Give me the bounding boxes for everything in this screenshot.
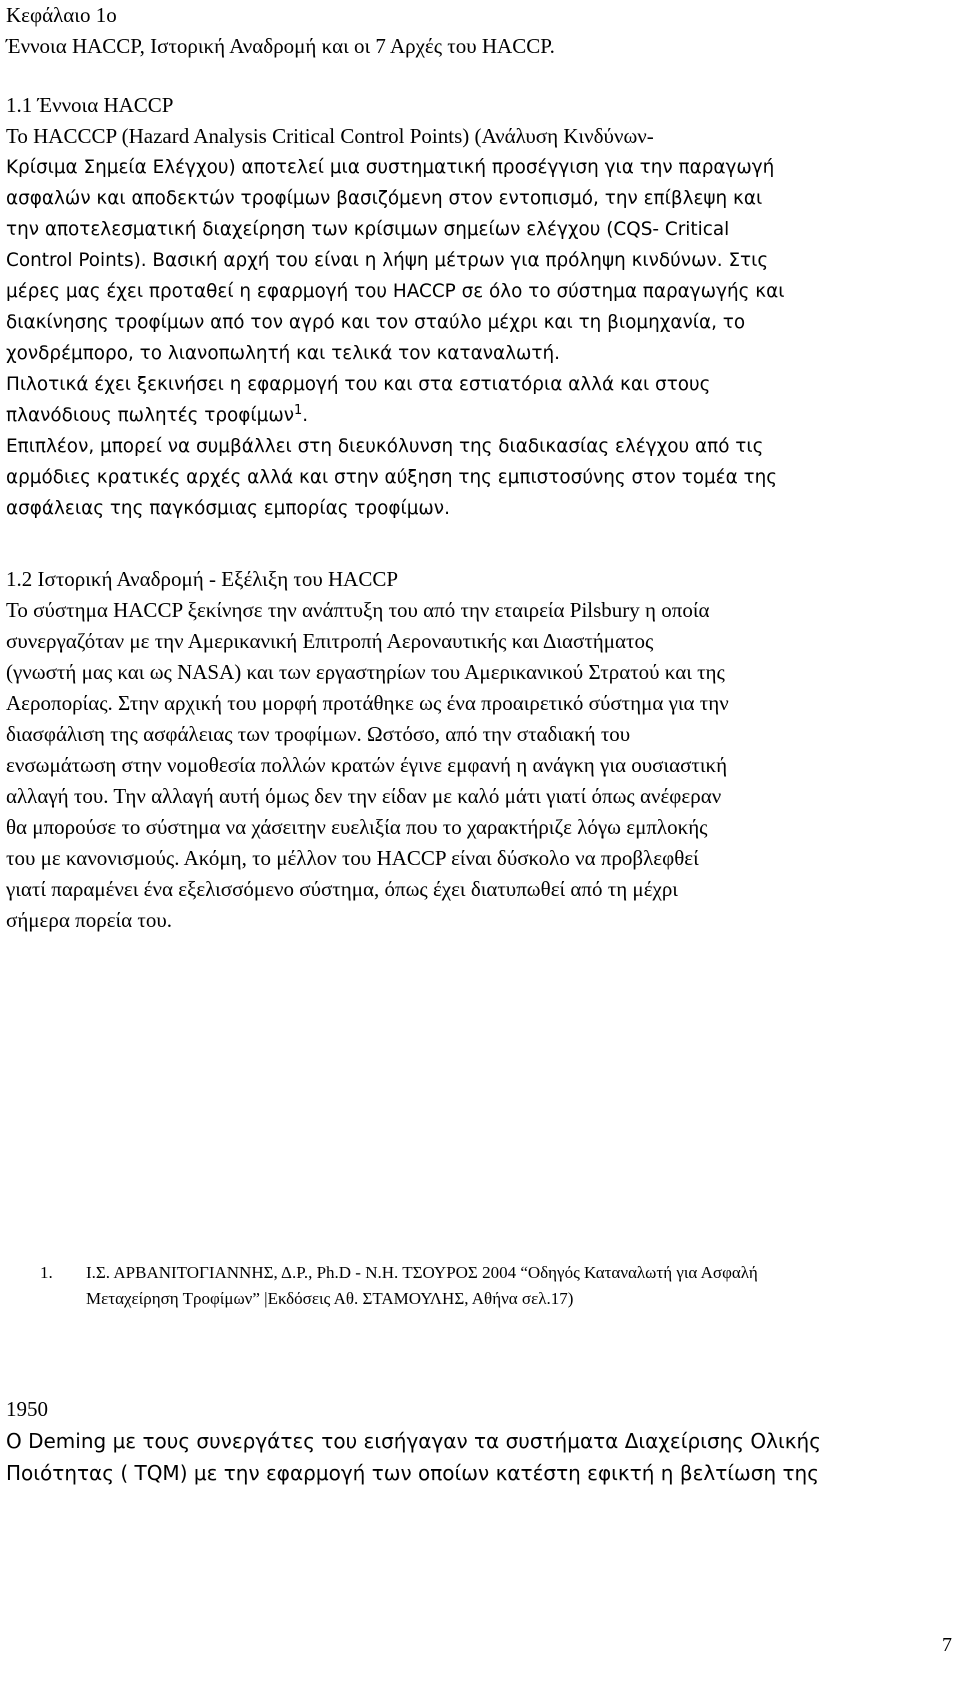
year-heading: 1950 <box>6 1397 48 1421</box>
section-1 <box>6 90 951 524</box>
section-1-line: ασφαλών και αποδεκτών τροφίμων βασιζόμενη στον εντοπισμό, την επίβλεψη και <box>6 188 763 209</box>
section-2-line: σήμερα πορεία του. <box>6 908 173 932</box>
section-1-line: μέρες μας έχει προταθεί η εφαρμογή του HACCP σε όλο το σύστημα παραγωγής και <box>6 281 785 302</box>
deming-block <box>6 1394 951 1489</box>
section-1-line: την αποτελεσματική διαχείρηση των κρίσιμων σημείων ελέγχου (CQS- Critical <box>6 219 730 240</box>
footnote-line: Ι.Σ. ΑΡΒΑΝΙΤΟΓΙΑΝΝΗΣ, Δ.Ρ., Ph.D - Ν.Η. ΤΣΟΥΡΟΣ 2004 “Οδηγός Καταναλωτή για Ασφαλή <box>86 1263 758 1282</box>
pilot-line <box>6 400 951 431</box>
section-2-line: αλλαγή του. Την αλλαγή αυτή όμως δεν την είδαν με καλό μάτι γιατί όπως ανέφεραν <box>6 784 722 808</box>
pilot-text: πλανόδιους πωλητές τροφίμων <box>6 405 295 426</box>
footnote-number: 1. <box>40 1263 53 1282</box>
section-1-heading: 1.1 Έννοια HACCP <box>6 93 174 117</box>
deming-line: Ποιότητας ( TQM) με την εφαρμογή των οποίων κατέστη εφικτή η βελτίωση της <box>6 1461 819 1485</box>
footnote-body <box>86 1260 758 1312</box>
deming-line: Ο Deming με τους συνεργάτες του εισήγαγαν τα συστήματα Διαχείρισης Ολικής <box>6 1429 821 1453</box>
chapter-label: Κεφάλαιο 1ο <box>6 3 117 27</box>
section-2-line: συνεργαζόταν με την Αμερικανική Επιτροπή Αεροναυτικής και Διαστήματος <box>6 629 654 653</box>
page-number: 7 <box>942 1634 952 1656</box>
section-1-line: χονδρέμπορο, το λιανοπωλητή και τελικά τον καταναλωτή. <box>6 343 560 364</box>
pilot-line: Πιλοτικά έχει ξεκινήσει η εφαρμογή του και στα εστιατόρια αλλά και στους <box>6 374 711 395</box>
section-2-heading: 1.2 Ιστορική Αναδρομή - Εξέλιξη του HACCP <box>6 567 399 591</box>
section-1-line: αρμόδιες κρατικές αρχές αλλά και στην αύξηση της εμπιστοσύνης στον τομέα της <box>6 467 778 488</box>
section-2-line: γιατί παραμένει ένα εξελισσόμενο σύστημα, όπως έχει διατυπωθεί από τη μέχρι <box>6 877 678 901</box>
section-2-line: (γνωστή μας και ως NASA) και των εργαστηρίων του Αμερικανικού Στρατού και της <box>6 660 725 684</box>
section-1-line: διακίνησης τροφίμων από τον αγρό και τον σταύλο μέχρι και τη βιομηχανία, το <box>6 312 746 333</box>
pilot-end: . <box>302 405 309 426</box>
section-2 <box>6 564 951 936</box>
section-2-line: Αεροπορίας. Στην αρχική του μορφή προτάθηκε ως ένα προαιρετικό σύστημα για την <box>6 691 729 715</box>
section-1-line: Control Points). Βασική αρχή του είναι η λήψη μέτρων για πρόληψη κινδύνων. Στις <box>6 250 769 271</box>
footnote-line: Μεταχείρηση Τροφίμων” |Εκδόσεις Αθ. ΣΤΑΜΟΥΛΗΣ, Αθήνα σελ.17) <box>86 1289 574 1308</box>
section-1-line: ασφάλειας της παγκόσμιας εμπορίας τροφίμων. <box>6 498 450 519</box>
section-1-line: Επιπλέον, μπορεί να συμβάλλει στη διευκόλυνση της διαδικασίας ελέγχου από τις <box>6 436 764 457</box>
chapter-title: Έννοια HACCP, Ιστορική Αναδρομή και οι 7 Αρχές του HACCP. <box>6 34 555 58</box>
section-2-line: θα μπορούσε το σύστημα να χάσειτην ευελιξία που το χαρακτήριζε λόγω εμπλοκής <box>6 815 708 839</box>
chapter-header <box>6 0 555 62</box>
section-2-line: ενσωμάτωση στην νομοθεσία πολλών κρατών έγινε εμφανή η ανάγκη για ουσιαστική <box>6 753 728 777</box>
section-2-line: του με κανονισμούς. Ακόμη, το μέλλον του HACCP είναι δύσκολο να προβλεφθεί <box>6 846 699 870</box>
footnote-ref[interactable]: 1 <box>294 402 303 418</box>
section-2-line: Το σύστημα HACCP ξεκίνησε την ανάπτυξη του από την εταιρεία Pilsbury η οποία <box>6 598 710 622</box>
section-1-line: Κρίσιμα Σημεία Ελέγχου) αποτελεί μια συστηματική προσέγγιση για την παραγωγή <box>6 157 775 178</box>
section-2-line: διασφάλιση της ασφάλειας των τροφίμων. Ωστόσο, από την σταδιακή του <box>6 722 631 746</box>
section-1-line: Το HACCCP (Hazard Analysis Critical Control Points) (Ανάλυση Κινδύνων- <box>6 124 654 148</box>
